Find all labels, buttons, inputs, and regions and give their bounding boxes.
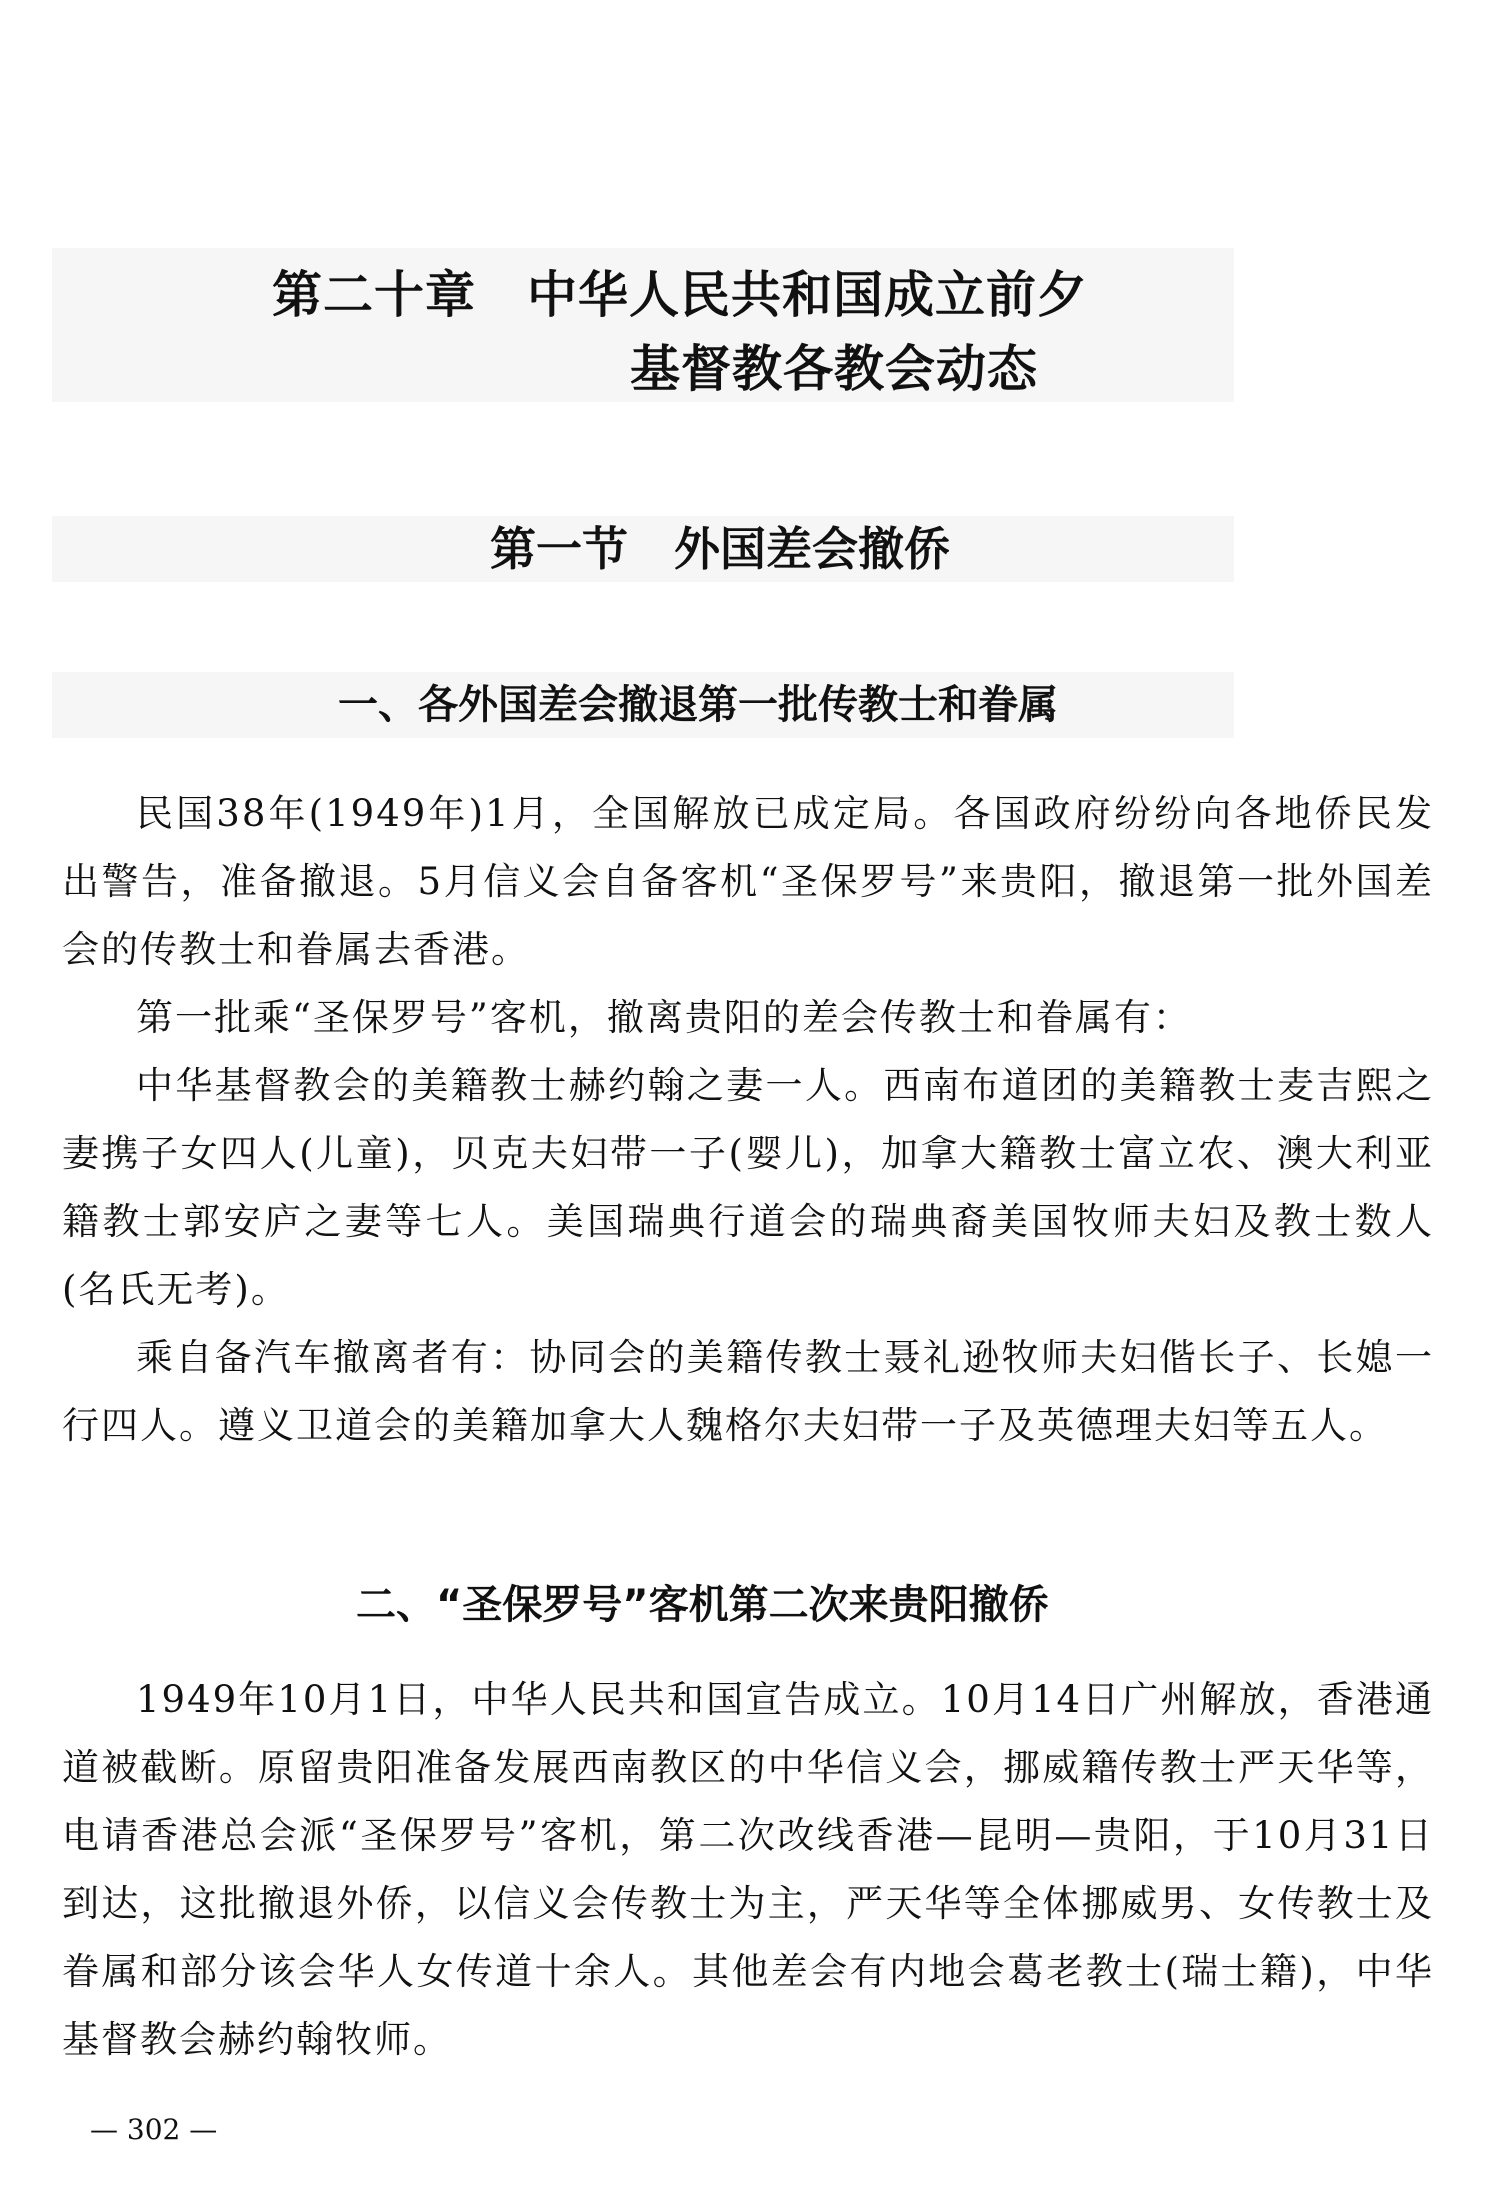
paragraph: 第一批乘“圣保罗号”客机，撤离贵阳的差会传教士和眷属有： [136, 996, 1192, 1039]
chapter-title [272, 258, 1088, 406]
chapter-title-line-1: 第二十章 中华人民共和国成立前夕 [272, 266, 1088, 324]
paragraph: 乘自备汽车撤离者有：协同会的美籍传教士聂礼逊牧师夫妇偕长子、长媳一行四人。遵义卫道会的美籍加拿大人魏格尔夫妇带一子及英德理夫妇等五人。 [62, 1336, 1434, 1447]
section-title: 第一节 外国差会撤侨 [490, 522, 950, 576]
chapter-title-line-2: 基督教各教会动态 [630, 340, 1038, 398]
paragraph: 民国38年(1949年)1月，全国解放已成定局。各国政府纷纷向各地侨民发出警告，准备撤退。5月信义会自备客机“圣保罗号”来贵阳，撤退第一批外国差会的传教士和眷属去香港。 [62, 792, 1434, 971]
page-number: — 302 — [90, 2113, 218, 2146]
subsection-title-2: 二、“圣保罗号”客机第二次来贵阳撤侨 [356, 1582, 1049, 1628]
paragraph: 1949年10月1日，中华人民共和国宣告成立。10月14日广州解放，香港通道被截断。原留贵阳准备发展西南教区的中华信义会，挪威籍传教士严天华等，电请香港总会派“圣保罗号”客机，第二次改线香港—昆明—贵阳，于10月31日到达，这批撤退外侨，以信义会传教士为主，严天华等全体挪威男、女传教士及眷属和部分该会华人女传道十余人。其他差会有内地会葛老教士(瑞士籍)，中华基督教会赫约翰牧师。 [62, 1678, 1434, 2061]
paragraph: 中华基督教会的美籍教士赫约翰之妻一人。西南布道团的美籍教士麦吉熙之妻携子女四人(儿童)，贝克夫妇带一子(婴儿)，加拿大籍教士富立农、澳大利亚籍教士郭安庐之妻等七人。美国瑞典行道会的瑞典裔美国牧师夫妇及教士数人(名氏无考)。 [62, 1064, 1434, 1311]
subsection-1-body [62, 780, 1434, 1460]
subsection-title-1: 一、各外国差会撤退第一批传教士和眷属 [338, 682, 1058, 728]
subsection-2-body [62, 1666, 1434, 2074]
